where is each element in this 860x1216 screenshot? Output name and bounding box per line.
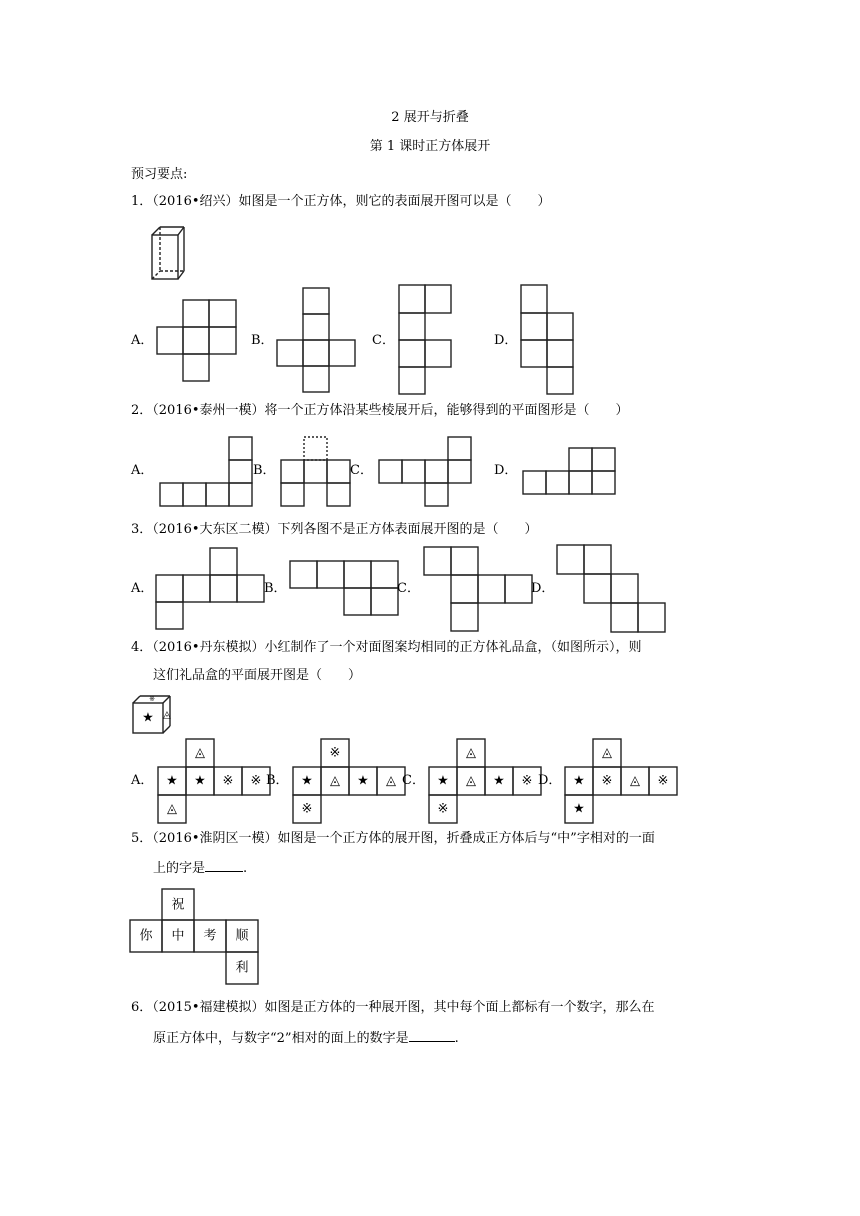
q3-option-b[interactable]: B． [264,581,287,596]
question-6-line-2 [153,1029,459,1048]
q4-option-b[interactable]: B． [266,773,289,788]
q5-prompt: 上的字是 [153,861,206,876]
question-6-line-1: 6．（2015•福建模拟）如图是正方体的一种展开图，其中每个面上都标有一个数字，那么在 [131,1000,655,1015]
page-title: 2 展开与折叠 [391,110,469,125]
q5-net [129,888,261,988]
q2-net-a [158,435,254,507]
q4-option-a[interactable]: A． [131,773,154,788]
star-icon: ★ [573,801,585,817]
note-icon: ※ [521,773,533,789]
question-1: 1．（2016•绍兴）如图是一个正方体，则它的表面展开图可以是（ ） [131,194,551,209]
question-4-line-2: 这们礼品盒的平面展开图是（ ） [153,668,362,683]
q2-option-d[interactable]: D． [494,463,518,478]
note-icon: ※ [301,801,313,817]
gift-box-figure [132,695,182,735]
face-char: 中 [171,928,185,944]
q5-answer-blank[interactable] [205,859,243,872]
circle-triangle-icon: ◬ [630,773,640,789]
face-char: 考 [203,928,217,944]
question-4-line-1: 4．（2016•丹东模拟）小红制作了一个对面图案均相同的正方体礼品盒，（如图所示），则 [131,640,642,655]
note-icon: ※ [601,773,613,789]
q3-option-d[interactable]: D． [531,581,555,596]
question-5-line-2 [153,859,247,878]
question-5-line-1: 5．（2016•淮阴区一模）如图是一个正方体的展开图，折叠成正方体后与“中”字相对的一面 [131,831,655,846]
note-icon: ※ [657,773,669,789]
circle-triangle-icon: ◬ [602,745,612,761]
cube-figure [150,225,186,281]
q1-option-a[interactable]: A． [131,333,154,348]
q2-option-b[interactable]: B． [253,463,276,478]
circle-triangle-icon: ◬ [466,745,476,761]
circle-triangle-icon: ◬ [386,773,396,789]
q3-option-a[interactable]: A． [131,581,154,596]
q2-option-c[interactable]: C． [350,463,373,478]
q6-answer-blank[interactable] [409,1029,455,1042]
question-2: 2．（2016•泰州一模）将一个正方体沿某些棱展开后，能够得到的平面图形是（ ） [131,403,629,418]
q3-option-c[interactable]: C． [397,581,420,596]
q4-net-c [428,738,544,824]
q3-net-a [155,546,267,630]
q4-net-b [292,738,408,824]
q2-net-d [521,446,617,496]
note-icon: ※ [329,745,341,761]
star-icon: ★ [166,773,178,789]
lesson-subtitle: 第 1 课时正方体展开 [369,139,491,154]
face-char: 祝 [171,897,185,913]
note-icon: ※ [222,773,234,789]
question-3: 3．（2016•大东区二模）下列各图不是正方体表面展开图的是（ ） [131,522,538,537]
circle-triangle-icon: ◬ [167,801,177,817]
q2-net-b [279,435,353,507]
star-icon: ★ [357,773,369,789]
q6-prompt: 原正方体中，与数字“2”相对的面上的数字是 [153,1031,409,1046]
star-icon: ★ [437,773,449,789]
face-char: 你 [139,928,153,944]
q2-option-a[interactable]: A． [131,463,154,478]
face-char: 利 [235,960,249,976]
q4-net-a [157,738,273,824]
q1-net-c [397,285,455,397]
note-icon: ※ [250,773,262,789]
q6-period: . [454,1031,459,1046]
q3-net-b [288,560,400,616]
q1-net-a [157,298,239,384]
q1-net-b [275,288,357,396]
note-icon: ※ [149,695,155,703]
q1-option-c[interactable]: C． [372,333,395,348]
circle-triangle-icon: ◬ [195,745,205,761]
q5-period: . [243,861,248,876]
circle-triangle-icon: ◬ [330,773,340,789]
q3-net-c [422,546,534,632]
q1-option-d[interactable]: D． [494,333,518,348]
circle-triangle-icon: ◬ [466,773,476,789]
q4-net-d [564,738,680,824]
q4-option-c[interactable]: C． [402,773,425,788]
note-icon: ※ [437,801,449,817]
star-icon: ★ [493,773,505,789]
star-icon: ★ [573,773,585,789]
star-icon: ★ [142,710,154,726]
circle-triangle-icon: ◬ [163,709,171,721]
q1-net-d [519,285,577,397]
star-icon: ★ [194,773,206,789]
star-icon: ★ [301,773,313,789]
q2-net-c [377,435,473,507]
q3-net-d [556,544,668,633]
q4-option-d[interactable]: D． [538,773,562,788]
section-label: 预习要点: [131,167,188,182]
q1-option-b[interactable]: B． [251,333,274,348]
face-char: 顺 [235,928,249,944]
